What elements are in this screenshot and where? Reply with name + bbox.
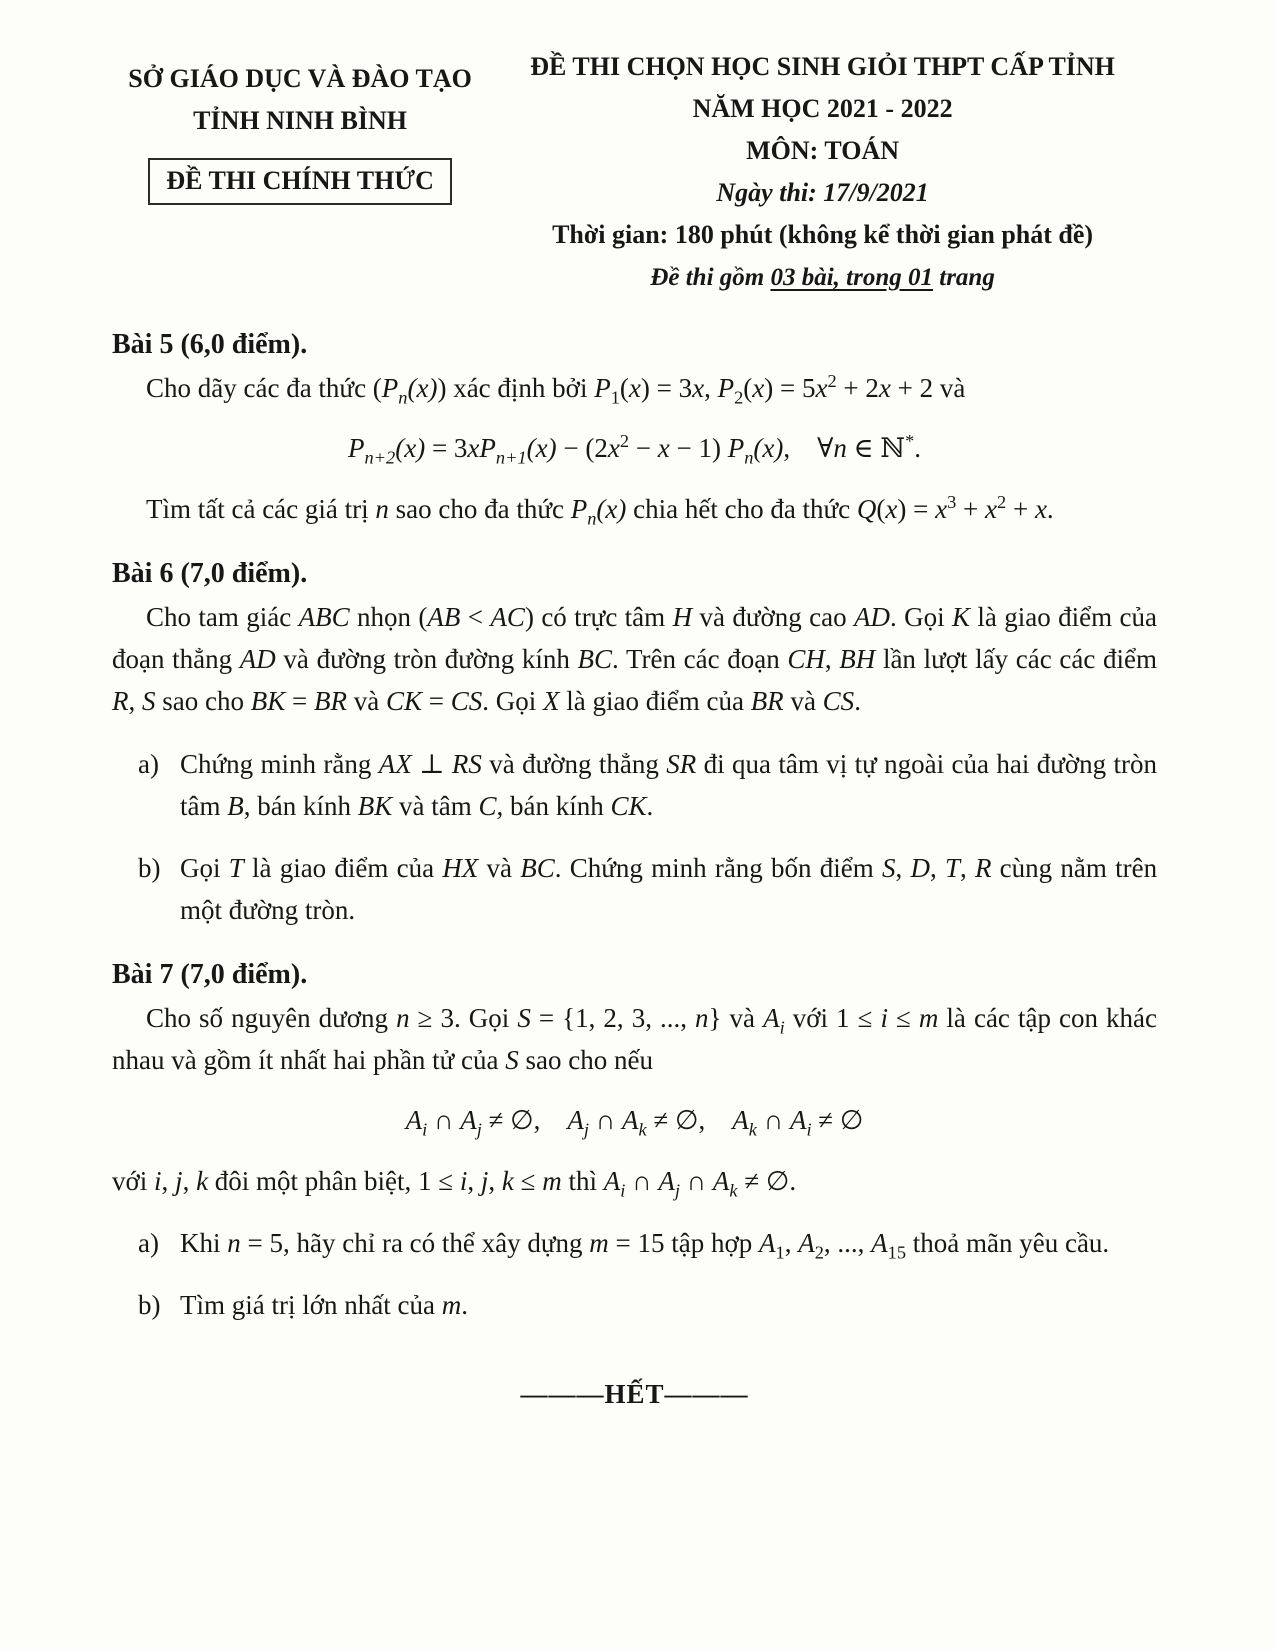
item-a-label: a) (138, 1228, 159, 1259)
problem-7-item-b (138, 1284, 1157, 1326)
page-count-note-underlined: 03 bài, trong 01 (770, 263, 933, 291)
end-of-exam-marker: ———HẾT——— (520, 1378, 749, 1409)
item-b-text: Gọi T là giao điểm của HX và BC. Chứng minh rằng bốn điểm S, D, T, R cùng nằm trên một đường tròn. (180, 852, 1158, 925)
problem-7 (112, 959, 1157, 1327)
item-a-label: a) (138, 748, 159, 779)
exam-body (112, 329, 1157, 1410)
item-a-text: Chứng minh rằng AX ⊥ RS và đường thẳng SR đi qua tâm vị tự ngoài của hai đường tròn tâm B, bán kính BK và tâm C, bán kính CK. (180, 748, 1157, 821)
subject-name: MÔN: TOÁN (746, 136, 900, 166)
page-count-note-suffix: trang (933, 263, 995, 291)
problem-5-recurrence-formula: $P_{n+2}(x) = 3xP_{n+1}(x) - (2x^2 - x - 1)$ $P_n(x)$, ∀n ∈ ℕ*. (347, 431, 922, 468)
problem-6 (112, 558, 1157, 931)
problem-5-title: Bài 5 (6,0 điểm). (112, 329, 308, 361)
exam-duration: Thời gian: 180 phút (không kể thời gian phát đề) (552, 220, 1094, 250)
page-count-note (488, 257, 1157, 300)
department-name: SỞ GIÁO DỤC VÀ ĐÀO TẠO (128, 64, 472, 93)
problem-5-intro: Cho dãy các đa thức $(P_n(x))$ xác định bởi $P_1(x) = 3x$, $P_2(x) = 5x^2 + 2x + 2$ và (146, 371, 966, 408)
exam-header (112, 46, 1157, 299)
problem-5-question: Tìm tất cả các giá trị n sao cho đa thức $P_n(x)$ chia hết cho đa thức $Q(x) = x^3 + x^2 + x$. (146, 492, 1054, 529)
exam-title: ĐỀ THI CHỌN HỌC SINH GIỎI THPT CẤP TỈNH (530, 52, 1115, 81)
exam-date: Ngày thi: 17/9/2021 (716, 178, 929, 208)
item-b-label: b) (138, 852, 161, 883)
problem-6-item-a (138, 743, 1157, 827)
item-b-text: Tìm giá trị lớn nhất của m. (180, 1290, 468, 1321)
item-b-label: b) (138, 1290, 161, 1321)
problem-7-item-a (138, 1222, 1157, 1264)
item-a-text: Khi n = 5, hãy chỉ ra có thể xây dựng m = 15 tập hợp $A_1$, $A_2$, ..., $A_{15}$ thoả mãn yêu cầu. (180, 1228, 1110, 1263)
school-year: NĂM HỌC 2021 - 2022 (692, 94, 953, 124)
problem-6-item-b (138, 847, 1157, 931)
official-exam-stamp: ĐỀ THI CHÍNH THỨC (148, 158, 452, 205)
page-count-note-prefix: Đề thi gồm (650, 263, 771, 291)
problem-6-intro: Cho tam giác ABC nhọn (AB < AC) có trực tâm H và đường cao AD. Gọi K là giao điểm của đoạn thẳng AD và đường tròn đường kính BC. Trên các đoạn CH, BH lần lượt lấy các các điểm R, S sao cho BK = BR và CK = CS. Gọi X là giao điểm của BR và CS. (112, 602, 1158, 717)
exam-info-block (488, 46, 1157, 299)
problem-7-intro: Cho số nguyên dương n ≥ 3. Gọi S = {1, 2, 3, ..., n} và $A_i$ với 1 ≤ i ≤ m là các tập con khác nhau và gồm ít nhất hai phần tử của S sao cho nếu (112, 1003, 1157, 1076)
problem-7-set-conditions-formula: $A_i$ ∩ $A_j$ ≠ ∅, $A_j$ ∩ $A_k$ ≠ ∅, $A_k$ ∩ $A_i$ ≠ ∅ (405, 1105, 864, 1140)
problem-5 (112, 329, 1157, 530)
problem-7-condition: với i, j, k đôi một phân biệt, 1 ≤ i, j, k ≤ m thì $A_i$ ∩ $A_j$ ∩ $A_k$ ≠ ∅. (112, 1166, 797, 1201)
problem-6-title: Bài 6 (7,0 điểm). (112, 558, 308, 590)
problem-7-title: Bài 7 (7,0 điểm). (112, 959, 308, 991)
province-name: TỈNH NINH BÌNH (193, 106, 407, 136)
issuer-block (112, 46, 488, 205)
